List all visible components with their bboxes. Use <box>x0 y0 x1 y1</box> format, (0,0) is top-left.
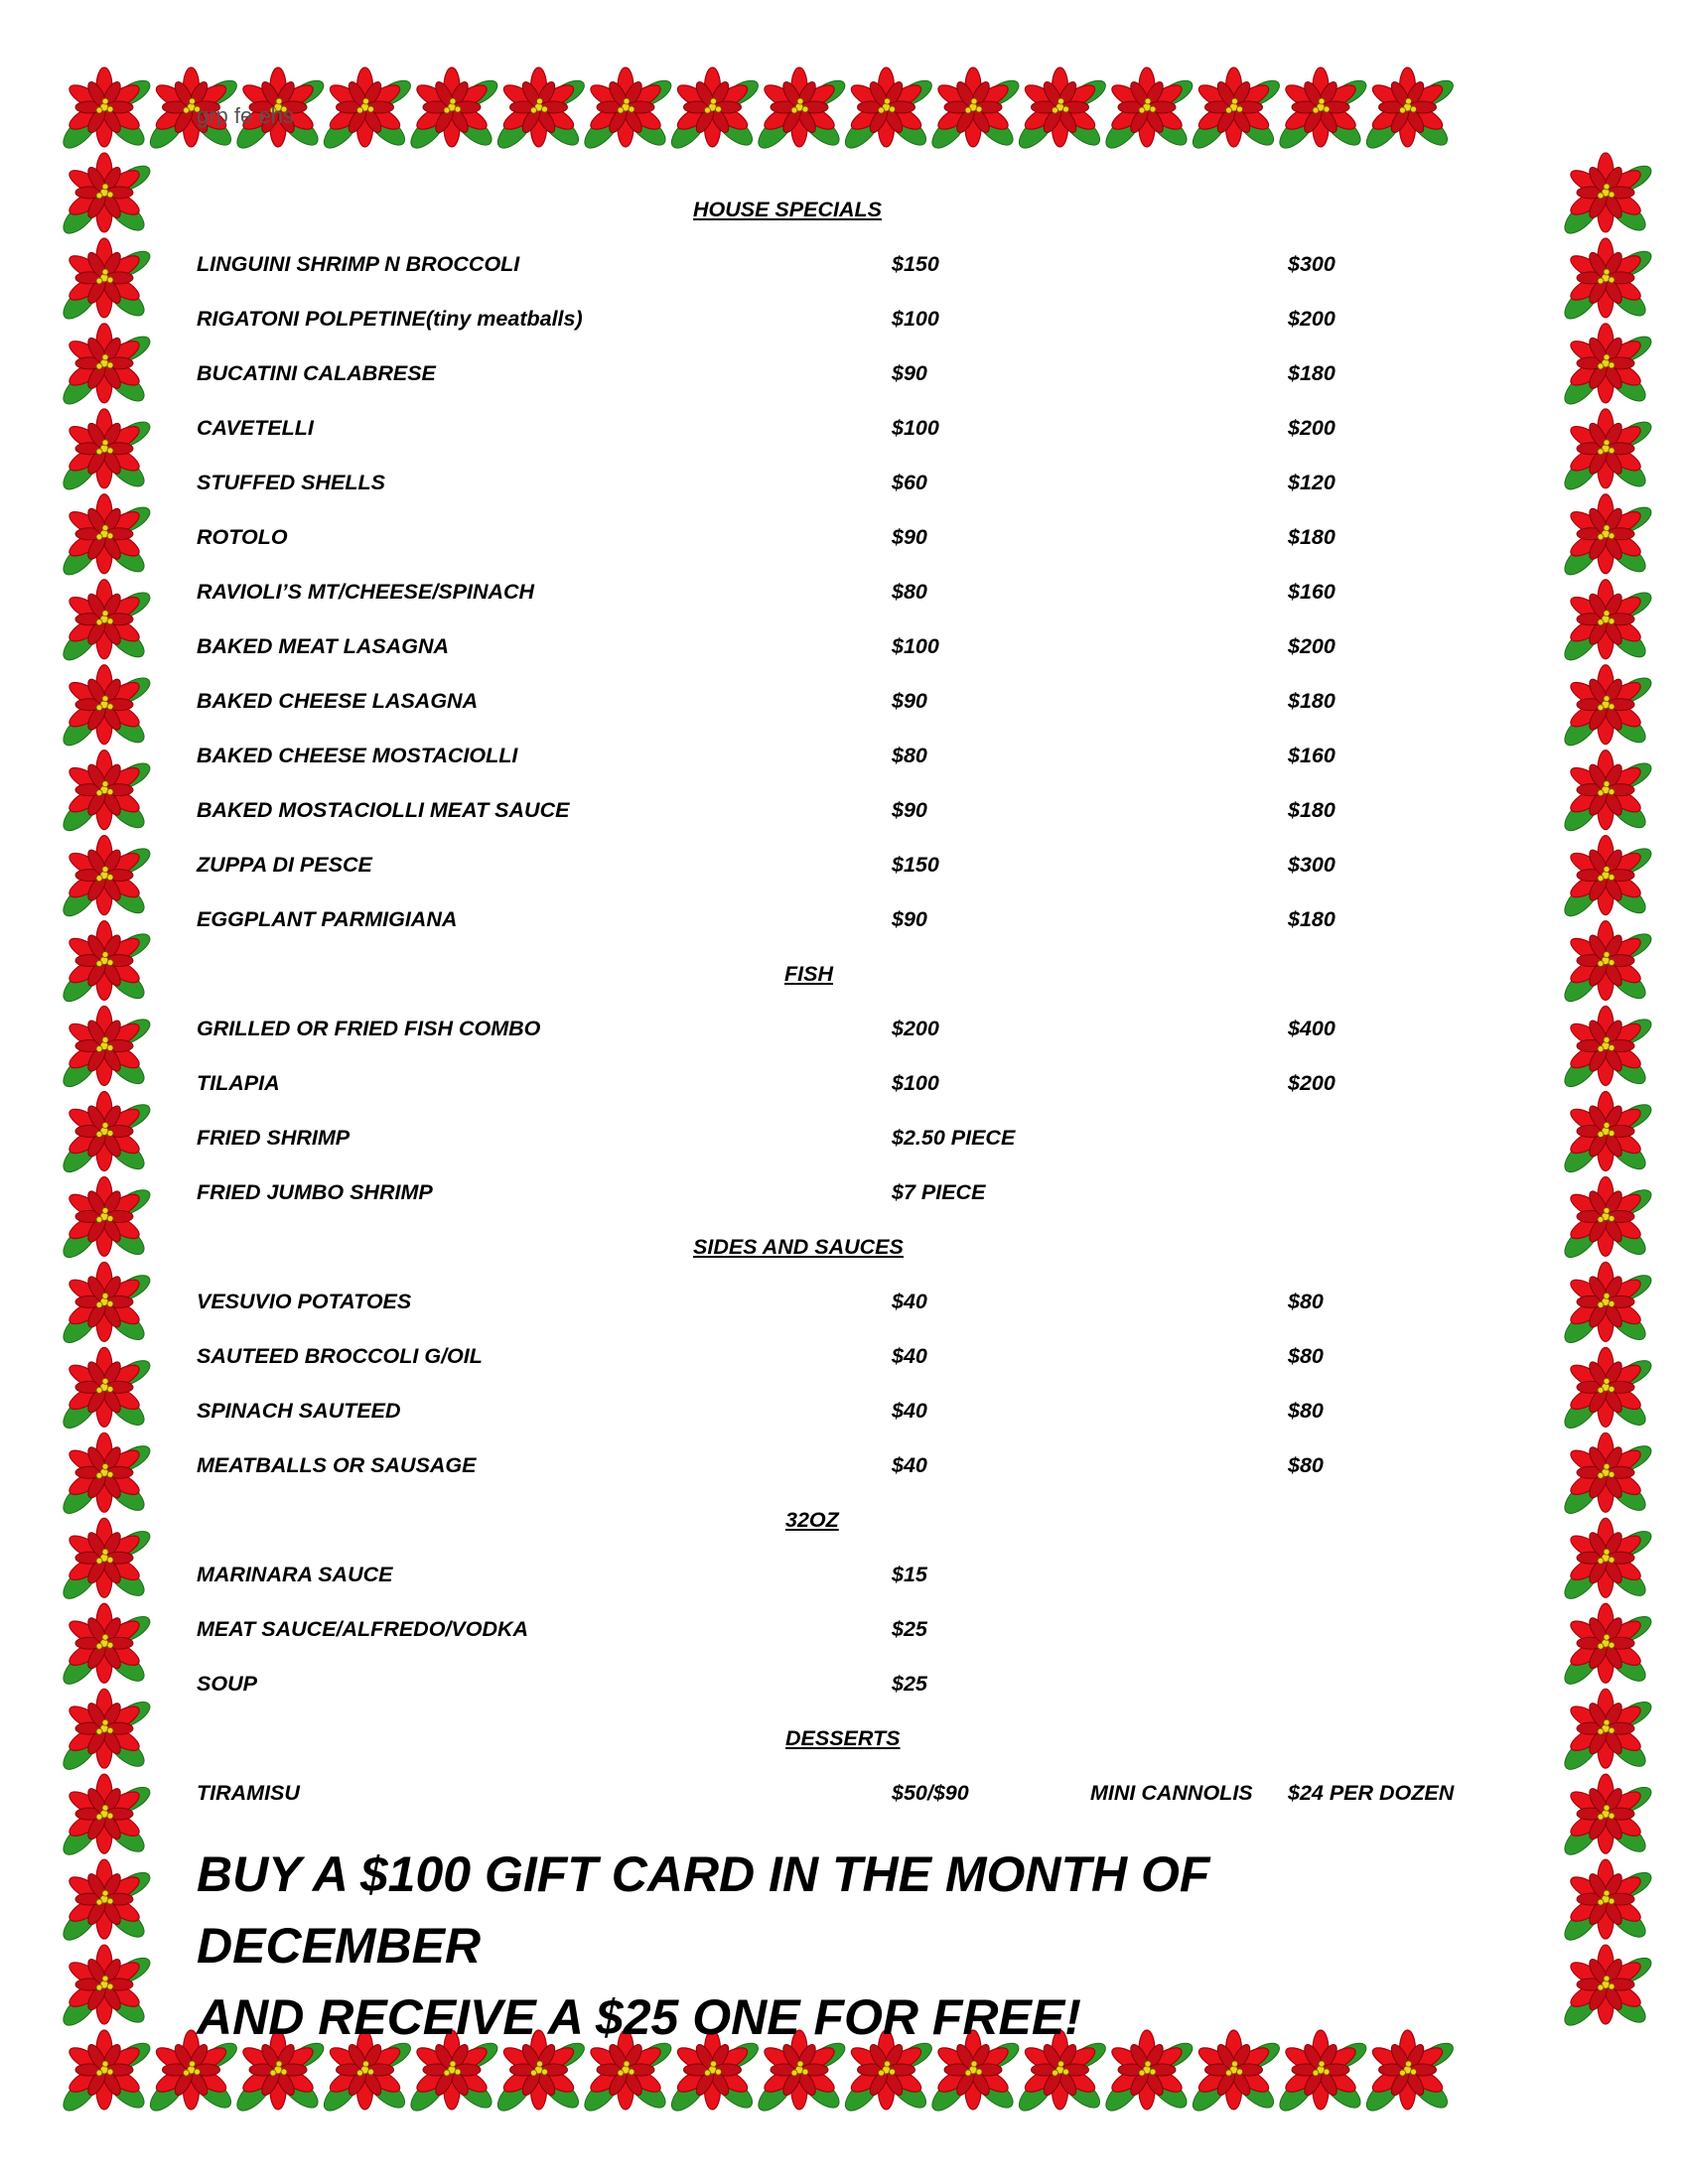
item-price-full: $160 <box>1288 580 1336 604</box>
item-name: MEAT SAUCE/ALFREDO/VODKA <box>197 1617 529 1641</box>
item-price-half: $7 PIECE <box>892 1180 986 1204</box>
item-price-half: $150 <box>892 853 939 877</box>
faint-header-text: grp fe ehs <box>197 103 294 128</box>
poinsettia-icon <box>1100 68 1196 154</box>
menu-item <box>197 1385 1507 1439</box>
item-price-half: $200 <box>892 1017 939 1040</box>
poinsettia-icon <box>1559 1859 1654 1946</box>
item-price-full: $80 <box>1288 1344 1324 1368</box>
gift-card-promo <box>197 1839 1507 2053</box>
poinsettia-icon <box>58 68 153 154</box>
item-price-half: $50/$90 <box>892 1781 969 1805</box>
poinsettia-icon <box>58 1347 153 1433</box>
poinsettia-icon <box>1559 153 1654 239</box>
poinsettia-icon <box>1559 1689 1654 1775</box>
poinsettia-icon <box>926 68 1022 154</box>
poinsettia-icon <box>1559 1433 1654 1519</box>
poinsettia-icon <box>666 68 762 154</box>
menu-item <box>197 1767 1507 1822</box>
menu-item <box>197 1549 1507 1603</box>
menu-item <box>197 293 1507 347</box>
item-price-half: $40 <box>892 1399 927 1423</box>
menu-list <box>197 184 1507 1822</box>
item-price-half: $25 <box>892 1617 927 1641</box>
menu-item <box>197 730 1507 784</box>
item-price-full: $80 <box>1288 1453 1324 1477</box>
item-price-half: $100 <box>892 307 939 331</box>
item-name: BAKED MEAT LASAGNA <box>197 634 450 658</box>
menu-item <box>197 1003 1507 1057</box>
item-price-half: $90 <box>892 798 927 822</box>
menu-item <box>197 1166 1507 1221</box>
item-name: MARINARA SAUCE <box>197 1563 393 1586</box>
item-price-full: $24 PER DOZEN <box>1288 1781 1455 1805</box>
poinsettia-icon <box>58 1091 153 1177</box>
section-heading <box>197 1712 1507 1767</box>
poinsettia-icon <box>58 494 153 581</box>
item-price-half: $40 <box>892 1290 927 1313</box>
menu-item <box>197 1112 1507 1166</box>
poinsettia-icon <box>58 1518 153 1604</box>
item-price-half: $2.50 PIECE <box>892 1126 1016 1150</box>
item-price-half: $40 <box>892 1344 927 1368</box>
menu-item <box>197 457 1507 511</box>
poinsettia-icon <box>1361 68 1457 154</box>
poinsettia-icon <box>1014 68 1109 154</box>
menu-item <box>197 620 1507 675</box>
poinsettia-icon <box>579 68 674 154</box>
item-price-half: $90 <box>892 525 927 549</box>
menu-item <box>197 511 1507 566</box>
poinsettia-icon <box>319 68 414 154</box>
poinsettia-icon <box>1559 836 1654 922</box>
poinsettia-icon <box>58 1176 153 1263</box>
item-name: BAKED MOSTACIOLLI MEAT SAUCE <box>197 798 570 822</box>
item-name: LINGUINI SHRIMP N BROCCOLI <box>197 252 520 276</box>
section-heading <box>197 948 1507 1003</box>
item-price-full: $180 <box>1288 525 1336 549</box>
section-heading-label: HOUSE SPECIALS <box>693 198 882 221</box>
item-name: FRIED SHRIMP <box>197 1126 351 1150</box>
item-price-full: $80 <box>1288 1399 1324 1423</box>
item-price-full: $200 <box>1288 307 1336 331</box>
item-name: SAUTEED BROCCOLI G/OIL <box>197 1344 483 1368</box>
item-name: SOUP <box>197 1672 257 1696</box>
poinsettia-icon <box>58 1774 153 1860</box>
menu-item <box>197 839 1507 893</box>
item-name: TILAPIA <box>197 1071 280 1095</box>
menu-item <box>197 1658 1507 1712</box>
item-name: SPINACH SAUTEED <box>197 1399 401 1423</box>
item-price-full: $180 <box>1288 689 1336 713</box>
menu-item <box>197 566 1507 620</box>
poinsettia-icon <box>1559 580 1654 666</box>
item-name: RAVIOLI’S MT/CHEESE/SPINACH <box>197 580 535 604</box>
poinsettia-icon <box>1188 68 1283 154</box>
poinsettia-icon <box>1559 238 1654 325</box>
poinsettia-icon <box>58 580 153 666</box>
item-name: FRIED JUMBO SHRIMP <box>197 1180 433 1204</box>
item-price-half: $100 <box>892 634 939 658</box>
poinsettia-icon <box>58 1603 153 1690</box>
poinsettia-icon <box>1559 1091 1654 1177</box>
item-name: MEATBALLS OR SAUSAGE <box>197 1453 477 1477</box>
item-name: ROTOLO <box>197 525 288 549</box>
poinsettia-icon <box>58 2030 153 2116</box>
menu-item <box>197 784 1507 839</box>
menu-item <box>197 1276 1507 1330</box>
poinsettia-icon <box>1559 409 1654 495</box>
item-price-full: $300 <box>1288 853 1336 877</box>
item-name: GRILLED OR FRIED FISH COMBO <box>197 1017 541 1040</box>
item-price-half: $90 <box>892 689 927 713</box>
poinsettia-icon <box>492 68 588 154</box>
item-price-half: $15 <box>892 1563 927 1586</box>
poinsettia-icon <box>1559 1603 1654 1690</box>
menu-item <box>197 1439 1507 1494</box>
item-price-half: $80 <box>892 744 927 767</box>
poinsettia-icon <box>58 324 153 410</box>
item-name: TIRAMISU <box>197 1781 300 1805</box>
menu-item <box>197 1330 1507 1385</box>
item-name: BAKED CHEESE MOSTACIOLLI <box>197 744 518 767</box>
poinsettia-icon <box>58 921 153 1008</box>
poinsettia-icon <box>1559 1774 1654 1860</box>
poinsettia-icon <box>1559 921 1654 1008</box>
menu-item <box>197 1603 1507 1658</box>
item-price-half: $60 <box>892 471 927 494</box>
section-heading-label: 32OZ <box>785 1508 839 1532</box>
item-price-full: $400 <box>1288 1017 1336 1040</box>
section-heading <box>197 1494 1507 1549</box>
poinsettia-icon <box>58 1007 153 1093</box>
item-price-half: $100 <box>892 1071 939 1095</box>
poinsettia-icon <box>1559 1262 1654 1348</box>
promo-line-2: AND RECEIVE A $25 ONE FOR FREE! <box>197 1989 1081 2045</box>
item-price-full: $200 <box>1288 416 1336 440</box>
item-price-half: $80 <box>892 580 927 604</box>
menu-item <box>197 893 1507 948</box>
poinsettia-icon <box>58 1433 153 1519</box>
poinsettia-icon <box>58 1945 153 2031</box>
item-price-full: $180 <box>1288 798 1336 822</box>
menu-item <box>197 238 1507 293</box>
section-heading-label: DESSERTS <box>785 1726 901 1750</box>
item-price-half: $90 <box>892 361 927 385</box>
poinsettia-icon <box>1559 1518 1654 1604</box>
menu-item <box>197 1057 1507 1112</box>
poinsettia-icon <box>1559 494 1654 581</box>
item-price-full: $300 <box>1288 252 1336 276</box>
item-price-full: $200 <box>1288 634 1336 658</box>
promo-line-1: BUY A $100 GIFT CARD IN THE MONTH OF DECEMBER <box>197 1846 1210 1974</box>
menu-item <box>197 675 1507 730</box>
poinsettia-icon <box>1274 68 1369 154</box>
section-heading <box>197 1221 1507 1276</box>
item-name: BUCATINI CALABRESE <box>197 361 436 385</box>
poinsettia-icon <box>1559 1176 1654 1263</box>
item-price-full: $80 <box>1288 1290 1324 1313</box>
menu-item <box>197 347 1507 402</box>
item-name: ZUPPA DI PESCE <box>197 853 372 877</box>
poinsettia-icon <box>1559 665 1654 751</box>
poinsettia-icon <box>1559 324 1654 410</box>
item-price-half: $90 <box>892 907 927 931</box>
poinsettia-icon <box>58 1689 153 1775</box>
poinsettia-icon <box>58 238 153 325</box>
poinsettia-icon <box>58 665 153 751</box>
item-price-half: $40 <box>892 1453 927 1477</box>
section-heading-label: SIDES AND SAUCES <box>693 1235 904 1259</box>
section-heading <box>197 184 1507 238</box>
poinsettia-icon <box>1559 1945 1654 2031</box>
poinsettia-icon <box>1559 751 1654 837</box>
item-extra: MINI CANNOLIS <box>1090 1781 1253 1805</box>
poinsettia-icon <box>840 68 935 154</box>
poinsettia-icon <box>405 68 500 154</box>
item-price-full: $160 <box>1288 744 1336 767</box>
item-price-full: $180 <box>1288 361 1336 385</box>
poinsettia-icon <box>1559 1007 1654 1093</box>
section-heading-label: FISH <box>784 962 833 986</box>
item-price-half: $100 <box>892 416 939 440</box>
item-price-full: $120 <box>1288 471 1336 494</box>
item-price-half: $150 <box>892 252 939 276</box>
item-price-half: $25 <box>892 1672 927 1696</box>
poinsettia-icon <box>1559 1347 1654 1433</box>
item-price-full: $180 <box>1288 907 1336 931</box>
item-name: VESUVIO POTATOES <box>197 1290 412 1313</box>
poinsettia-icon <box>58 1859 153 1946</box>
item-name: BAKED CHEESE LASAGNA <box>197 689 479 713</box>
item-name: CAVETELLI <box>197 416 314 440</box>
poinsettia-icon <box>58 1262 153 1348</box>
item-price-full: $200 <box>1288 1071 1336 1095</box>
poinsettia-icon <box>58 153 153 239</box>
poinsettia-icon <box>753 68 848 154</box>
poinsettia-icon <box>58 836 153 922</box>
item-name: RIGATONI POLPETINE(tiny meatballs) <box>197 307 583 331</box>
item-name: STUFFED SHELLS <box>197 471 385 494</box>
poinsettia-icon <box>58 751 153 837</box>
item-name: EGGPLANT PARMIGIANA <box>197 907 458 931</box>
menu-item <box>197 402 1507 457</box>
poinsettia-icon <box>58 409 153 495</box>
